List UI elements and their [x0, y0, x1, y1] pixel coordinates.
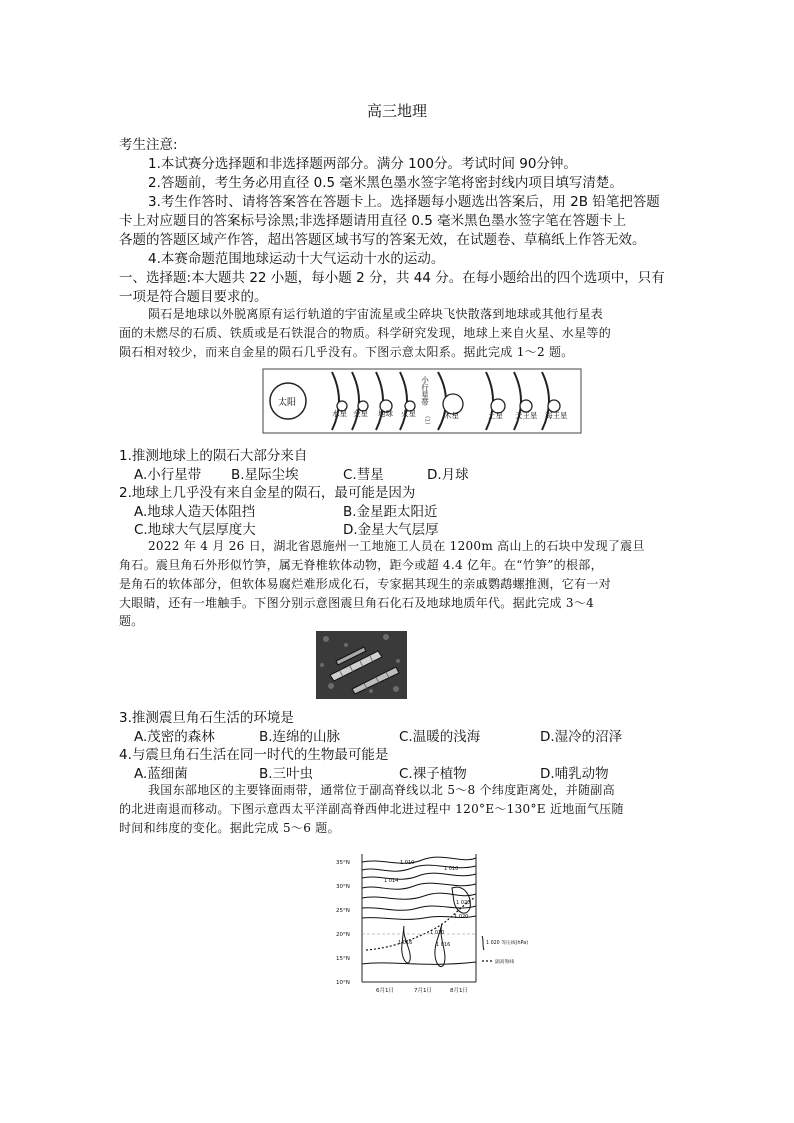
q1-option-c: C.彗星 [343, 467, 384, 483]
q3-option-d: D.湿冷的沼泽 [540, 729, 623, 745]
y-tick-label: 30°N [336, 884, 350, 890]
notice-item-1: 1.本试赛分选择题和非选择题两部分。满分 100分。考试时间 90分钟。 [148, 156, 577, 172]
chart-legend [482, 936, 528, 965]
q4-option-d: D.哺乳动物 [540, 766, 609, 782]
notice-item-4: 4.本赛命题范围地球运动十大气运动十水的运动。 [148, 251, 445, 267]
isobar-label: 1 014 [384, 878, 399, 884]
y-tick-label: 35°N [336, 860, 350, 866]
q4-option-c: C.裸子植物 [399, 766, 467, 782]
passage3-line2: 的北进南退而移动。下图示意西太平洋副高脊西伸北进过程中 120°E～130°E 近地面气压随 [119, 802, 624, 816]
passage1-line3: 陨石相对较少，而来自金星的陨石几乎没有。下图示意太阳系。据此完成 1～2 题。 [119, 345, 574, 359]
q2-option-b: B.金星距太阳近 [343, 504, 438, 520]
legend-isobar-symbol [482, 936, 484, 950]
notice-item-3-cont2: 各题的答题区域产作答，超出答题区域书写的答案无效，在试题卷、草稿纸上作答无效。 [119, 232, 646, 248]
passage2-line1: 2022 年 4 月 26 日，湖北省恩施州一工地施工人员在 1200m 高山上的石块中发现了震旦 [148, 539, 645, 553]
section-heading-line1: 一、选择题:本大题共 22 小题，每小题 2 分，共 44 分。在每小题给出的四个选项中，只有 [119, 270, 665, 286]
q4-stem: 4.与震旦角石生活在同一时代的生物最可能是 [119, 747, 389, 763]
sun-label: 太阳 [278, 398, 297, 408]
isobar-label: 1 010 [400, 860, 415, 866]
y-tick-label: 15°N [336, 956, 350, 962]
q1-option-d: D.月球 [427, 467, 469, 483]
x-tick-label: 8月1日 [450, 988, 468, 994]
notice-item-2: 2.答题前，考生务必用直径 0.5 毫米黑色墨水签字笔将密封线内项目填写清楚。 [148, 175, 623, 191]
y-tick-label: 20°N [336, 932, 350, 938]
q1-option-a: A.小行星带 [134, 467, 202, 483]
y-tick-label: 25°N [336, 908, 350, 914]
q2-option-a: A.地球人造天体阻挡 [134, 504, 256, 520]
planet-label-mars: 火星 [401, 409, 416, 418]
notice-heading: 考生注意: [119, 137, 178, 153]
isobar-label: 1 020 [456, 900, 471, 906]
planet-label-venus: 金星 [353, 409, 368, 418]
planet-label-saturn: 土星 [488, 411, 503, 420]
planet-label-uranus: 天王星 [515, 411, 538, 420]
asteroid-belt-label: 小行星带 [420, 376, 430, 406]
passage2-line2: 角石。震旦角石外形似竹笋，属无脊椎软体动物，距今或超 4.4 亿年。在“竹笋”的根部， [119, 558, 603, 572]
page-title: 高三地理 [367, 102, 428, 120]
isobar-label: 1 016 [436, 942, 451, 948]
x-tick-label: 7月1日 [414, 988, 432, 994]
solar-system-figure [262, 368, 582, 434]
passage3-line3: 时间和纬度的变化。据此完成 5～6 题。 [119, 821, 340, 835]
legend-ridge-label: 副高脊线 [495, 960, 515, 965]
q2-stem: 2.地球上几乎没有来自金星的陨石，最可能是因为 [119, 485, 416, 501]
passage2-line4: 大眼睛，还有一堆触手。下图分别示意图震旦角石化石及地球地质年代。据此完成 3～4 [119, 596, 595, 610]
q2-option-d: D.金星大气层厚 [343, 522, 439, 538]
q3-stem: 3.推测震旦角石生活的环境是 [119, 710, 294, 726]
q1-option-b: B.星际尘埃 [231, 467, 299, 483]
y-tick-label: 10°N [336, 980, 350, 986]
isobar-label: 1 010 [444, 866, 459, 872]
isobar-label: 1 020 [454, 914, 469, 920]
passage1-line2: 面的未燃尽的石质、铁质或是石铁混合的物质。科学研究发现，地球上来自火星、水星等的 [119, 326, 612, 340]
passage2-line3: 是角石的软体部分，但软体易腐烂难形成化石，专家据其现生的亲戚鹦鹉螺推测，它有一对 [119, 577, 612, 591]
x-tick-label: 6月1日 [376, 988, 394, 994]
q2-option-c: C.地球大气层厚度大 [134, 522, 256, 538]
passage3-line1: 我国东部地区的主要锋面雨带，通常位于副高脊线以北 5～8 个纬度距离处，并随副高 [148, 783, 615, 797]
passage2-line5: 题。 [119, 614, 144, 628]
isobar-lines [362, 857, 476, 966]
section-heading-line2: 一项是符合题目要求的。 [119, 289, 268, 305]
asteroid-belt-sub: (1) [423, 416, 431, 425]
pressure-chart [332, 848, 528, 1000]
planet-label-neptune: 海王星 [545, 411, 568, 420]
q3-option-c: C.温暖的浅海 [399, 729, 481, 745]
q3-option-a: A.茂密的森林 [134, 729, 215, 745]
planet-label-jupiter: 木星 [444, 411, 459, 420]
isobar-label: 1 016 [398, 940, 413, 946]
notice-item-3: 3.考生作答时、请将答案答在答题卡上。选择题每小题选出答案后，用 2B 铅笔把答题 [148, 194, 660, 210]
legend-isobar-label: 1 020 等压线(hPa) [486, 941, 528, 946]
planet-label-earth: 地球 [378, 409, 393, 418]
notice-item-3-cont1: 卡上对应题目的答案标号涂黑;非选择题请用直径 0.5 毫米黑色墨水签字笔在答题卡上 [119, 213, 627, 229]
fossil-photo [316, 631, 407, 699]
q4-option-b: B.三叶虫 [259, 766, 314, 782]
isobar-label: 1 020 [430, 930, 445, 936]
q4-option-a: A.蓝细菌 [134, 766, 188, 782]
passage1-line1: 陨石是地球以外脱离原有运行轨道的宇宙流星或尘碎块飞快散落到地球或其他行星表 [148, 307, 604, 321]
q1-stem: 1.推测地球上的陨石大部分来自 [119, 448, 308, 464]
planet-label-mercury: 水星 [332, 409, 347, 418]
q3-option-b: B.连绵的山脉 [259, 729, 341, 745]
